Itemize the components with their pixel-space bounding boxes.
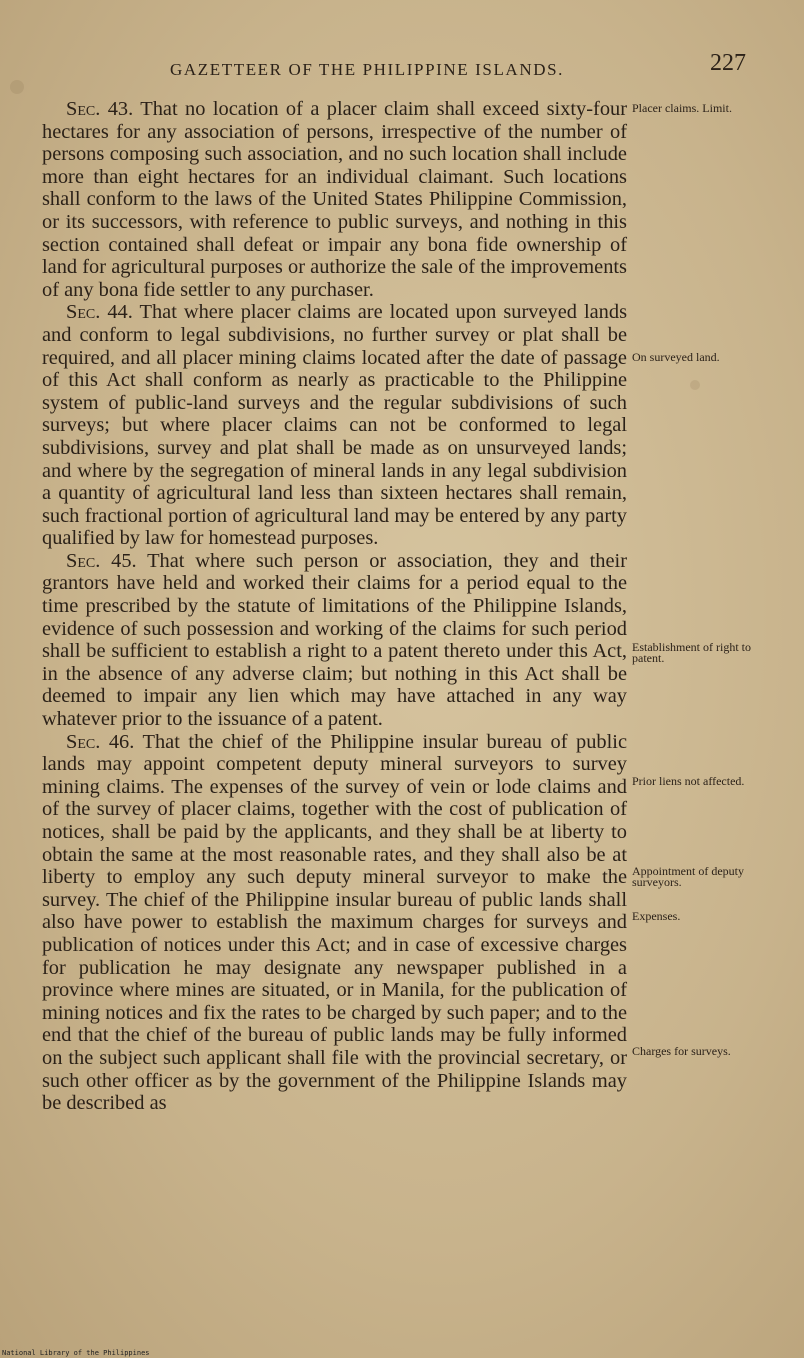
margin-note-expenses: Expenses. <box>632 909 681 923</box>
section-text: That where placer claims are located upon surveyed lands and conform to legal subdivisions, no further survey or plat shall be required, and all placer mining claims located after the date of passage of this Act shall conform as nearly as practicable to the Philippine system of public-land surveys and the regular subdivisions of such surveys; but where placer claims can not be conformed to legal subdivisions, survey and plat shall be made as on unsurveyed lands; and where by the segregation of mineral lands in any legal subdivision a quantity of agricultural land less than sixteen hectares shall remain, such fractional portion of agricultural land may be entered by any party qualified by law for homestead purposes. <box>42 301 628 550</box>
margin-note-surveyed-land: On surveyed land. <box>632 350 720 364</box>
margin-note-charges: Charges for surveys. <box>632 1044 731 1058</box>
section-46 <box>42 731 627 1115</box>
margin-note-deputy-surveyors: Appointment of deputy surveyors. <box>632 864 744 889</box>
section-text: That no location of a placer claim shall exceed sixty-four hectares for any association of persons, irrespective of the number of persons composing such association, and no such location shall include more than eight hectares for an individual claimant. Such locations shall conform to the laws of the United States Philippine Commission, or its successors, with reference to public surveys, and nothing in this section contained shall defeat or impair any bona fide ownership of land for agricultural purposes or authorize the sale of the improvements of any bona fide settler to any purchaser. <box>42 98 628 301</box>
section-label: Sec. 43. <box>66 98 134 120</box>
margin-note-prior-liens: Prior liens not affected. <box>632 774 745 788</box>
margin-note-placer-claims: Placer claims. Limit. <box>632 101 732 115</box>
section-45 <box>42 550 627 731</box>
section-text: That where such person or association, they and their grantors have held and worked their claims for a period equal to the time prescribed by the statute of limitations of the Philippine Islands, evidence of such possession and working of the claims for such period shall be sufficient to establish a right to a patent thereto under this Act, in the absence of any adverse claim; but nothing in this Act shall be deemed to impair any lien which may have attached in any way whatever prior to the issuance of a patent. <box>42 549 627 731</box>
section-text: That the chief of the Philippine insular bureau of public lands may appoint competent deputy mineral surveyors to survey mining claims. The expenses of the survey of vein or lode claims and of the survey of placer claims, together with the cost of publication of notices, shall be paid by the applicants, and they shall be at liberty to obtain the same at the most reasonable rates, and they shall also be at liberty to employ any such deputy mineral surveyor to make the survey. The chief of the Philippine insular bureau of public lands shall also have power to establish the maximum charges for surveys and publication of notices under this Act; and in case of excessive charges for publication he may designate any newspaper published in a province where mines are situated, or in Manila, for the publication of mining notices and fix the rates to be charged by such paper; and to the end that the chief of the bureau of public lands may be fully informed on the subject such applicant shall file with the provincial secretary, or such other officer as by the government of the Philippine Islands may be described as <box>42 730 628 1115</box>
section-label: Sec. 45. <box>66 549 137 572</box>
section-43 <box>42 98 627 301</box>
library-credit: National Library of the Philippines <box>2 1349 150 1357</box>
body-text <box>42 98 627 1115</box>
paper-stain <box>10 80 24 94</box>
running-title: GAZETTEER OF THE PHILIPPINE ISLANDS. <box>170 60 564 79</box>
section-label: Sec. 44. <box>66 301 133 324</box>
page-number: 227 <box>710 50 746 76</box>
margin-note-right-to-patent: Establishment of right to patent. <box>632 640 751 665</box>
paper-stain <box>690 380 700 390</box>
section-label: Sec. 46. <box>66 730 135 753</box>
section-44 <box>42 301 627 550</box>
